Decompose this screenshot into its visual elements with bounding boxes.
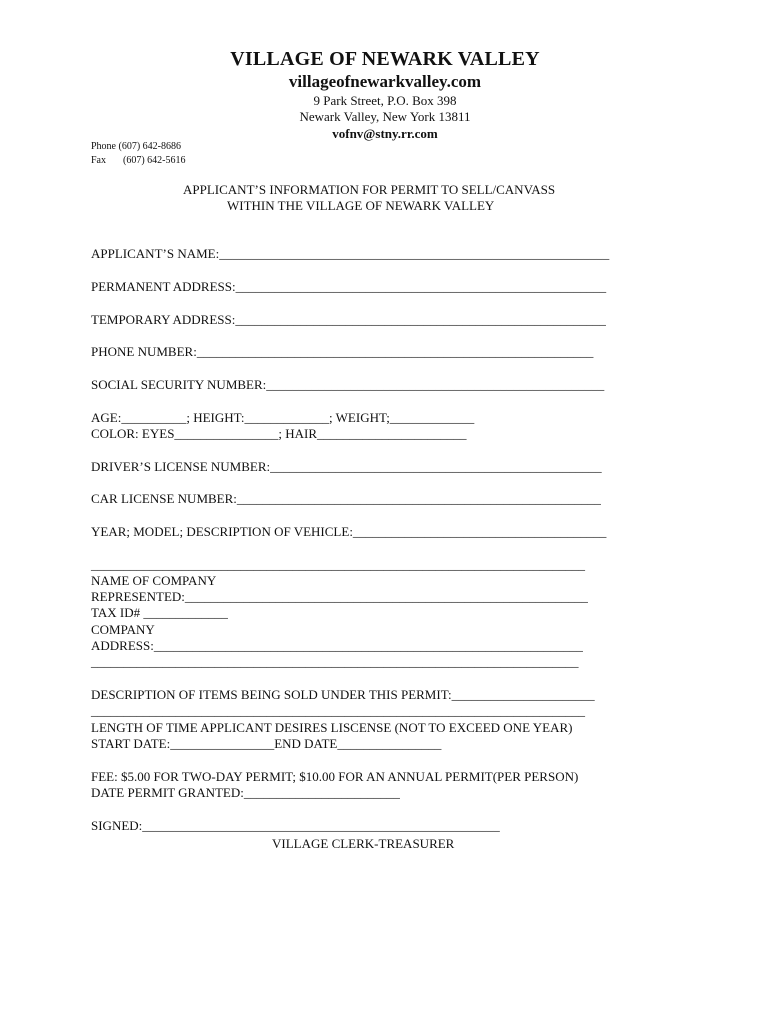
tax-id-field: TAX ID# _____________: [91, 605, 228, 620]
fax-line: [91, 155, 186, 166]
signature-field: SIGNED:_______________________________________________________: [91, 818, 500, 833]
fax-label: Fax: [91, 155, 106, 166]
ssn-field: SOCIAL SECURITY NUMBER:____________________________________________________: [91, 377, 605, 392]
village-title: VILLAGE OF NEWARK VALLEY: [230, 48, 540, 70]
drivers-license-field: DRIVER’S LICENSE NUMBER:___________________________________________________: [91, 459, 602, 474]
form-heading-line-1: APPLICANT’S INFORMATION FOR PERMIT TO SELL/CANVASS: [183, 182, 556, 197]
blank-line: ____________________________________________________________________________: [91, 703, 585, 718]
company-name-label: NAME OF COMPANY: [91, 573, 217, 588]
start-end-date-field: START DATE:________________END DATE________________: [91, 736, 442, 751]
represented-field: REPRESENTED:______________________________________________________________: [91, 589, 588, 604]
address-line-2: Newark Valley, New York 13811: [299, 109, 471, 124]
blank-line: ___________________________________________________________________________: [91, 654, 579, 669]
phone-number-field: PHONE NUMBER:_____________________________________________________________: [91, 344, 594, 359]
applicant-name-field: APPLICANT’S NAME:____________________________________________________________: [91, 246, 610, 261]
permanent-address-field: PERMANENT ADDRESS:_________________________________________________________: [91, 279, 607, 294]
vehicle-description-field: YEAR; MODEL; DESCRIPTION OF VEHICLE:_______________________________________: [91, 524, 607, 539]
fax-number: (607) 642-5616: [123, 155, 186, 166]
age-height-weight-field: AGE:__________; HEIGHT:_____________; WEIGHT;_____________: [91, 410, 475, 425]
signer-title: VILLAGE CLERK-TREASURER: [272, 836, 455, 851]
phone-number: Phone (607) 642-8686: [91, 141, 181, 152]
car-license-field: CAR LICENSE NUMBER:________________________________________________________: [91, 491, 601, 506]
fee-text: FEE: $5.00 FOR TWO-DAY PERMIT; $10.00 FOR AN ANNUAL PERMIT(PER PERSON): [91, 769, 579, 784]
length-of-time-label: LENGTH OF TIME APPLICANT DESIRES LISCENSE (NOT TO EXCEED ONE YEAR): [91, 720, 573, 735]
company-label: COMPANY: [91, 622, 155, 637]
address-line-1: 9 Park Street, P.O. Box 398: [313, 93, 457, 108]
temporary-address-field: TEMPORARY ADDRESS:_________________________________________________________: [91, 312, 606, 327]
date-granted-field: DATE PERMIT GRANTED:________________________: [91, 785, 400, 800]
color-eyes-hair-field: COLOR: EYES________________; HAIR_______________________: [91, 426, 467, 441]
village-email: vofnv@stny.rr.com: [332, 126, 438, 141]
items-description-field: DESCRIPTION OF ITEMS BEING SOLD UNDER THIS PERMIT:______________________: [91, 687, 595, 702]
blank-line: ____________________________________________________________________________: [91, 557, 585, 572]
company-address-field: ADDRESS:__________________________________________________________________: [91, 638, 583, 653]
village-website: villageofnewarkvalley.com: [288, 72, 482, 91]
form-heading-line-2: WITHIN THE VILLAGE OF NEWARK VALLEY: [227, 198, 495, 213]
